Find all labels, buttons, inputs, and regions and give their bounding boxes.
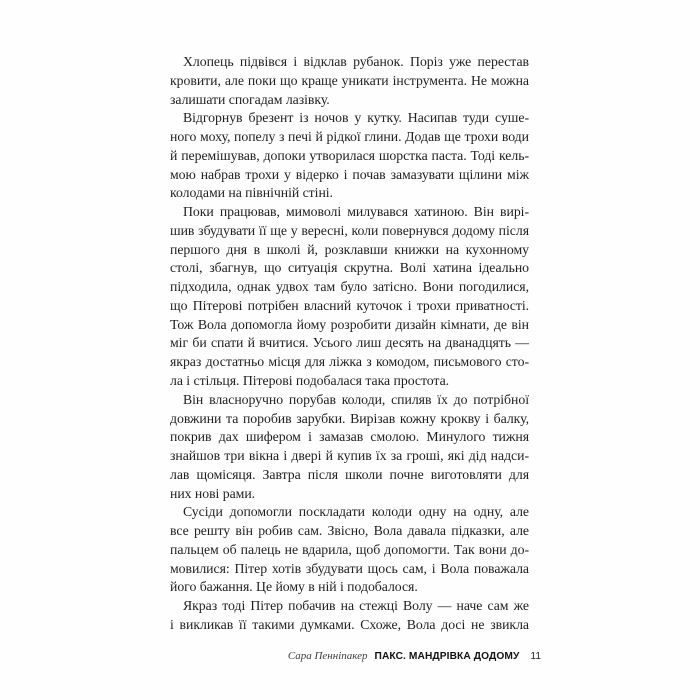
text-line: Тож Вола допомогла йому розробити дизайн кімнати, де він: [170, 316, 529, 332]
text-line: залишати спогадам лазівку.: [170, 91, 330, 107]
footer-page-number: 11: [530, 651, 541, 662]
text-line: що Пітерові потрібен власний куточок і трохи приватності.: [170, 297, 529, 313]
text-line: кровити, але поки що краще уникати інструмента. Не можна: [170, 72, 529, 88]
page-footer: [170, 650, 541, 662]
paragraph: [170, 503, 529, 597]
text-line: Відгорнув брезент із ночов у кутку. Насипав туди суше-: [183, 110, 529, 126]
paragraph: [170, 597, 529, 635]
text-line: ла і стільця. Пітерові подобалася така простота.: [170, 373, 450, 389]
paragraph: [170, 53, 529, 109]
paragraph: [170, 391, 529, 504]
text-line: Якраз тоді Пітер побачив на стежці Волу — наче сам же: [183, 598, 529, 614]
text-line: Він власноручно порубав колоди, спиляв їх до потрібної: [183, 391, 529, 407]
text-line: все решту він робив сам. Звісно, Вола давала підказки, але: [170, 523, 529, 539]
text-column: [170, 53, 529, 635]
text-line: мою набрав трохи у відерко і почав замазувати щілини між: [170, 166, 529, 182]
text-line: і викликав її такими думками. Схоже, Вола досі не звикла: [170, 616, 529, 632]
text-line: Хлопець підвівся і відклав рубанок. Поріз уже перестав: [183, 54, 529, 69]
text-line: колодами на північній стіні.: [170, 185, 333, 201]
text-line: довжини та поробив зарубки. Вирізав кожну крокву і балку,: [170, 410, 529, 426]
text-line: лав щомісяця. Завтра після школи почне виготовляти для: [170, 466, 529, 482]
text-line: столі, збагнув, що ситуація скрутна. Волі хатина ідеально: [170, 260, 529, 276]
footer-book-title: ПАКС. МАНДРІВКА ДОДОМУ: [374, 651, 520, 662]
text-line: пальцем об палець не вдарила, щоб допомогти. Так вони до-: [170, 541, 529, 557]
text-line: шив збудувати її ще у вересні, коли повернувся додому після: [170, 222, 529, 238]
paragraph: [170, 203, 529, 391]
text-line: знайшов три вікна і двері й купив їх за гроші, які дід надси-: [170, 448, 529, 464]
text-line: підходила, однак удвох там було затісно. Вони погодилися,: [170, 279, 529, 295]
text-line: них нові рами.: [170, 485, 256, 501]
text-line: покрив дах шифером і замазав смолою. Минулого тижня: [170, 429, 529, 445]
text-line: Сусіди допомогли поскладати колоди одну на одну, але: [183, 504, 529, 520]
footer-author: Сара Пенніпакер: [287, 650, 368, 662]
text-line: мовилися: Пітер хотів збудувати щось сам, і Вола поважала: [170, 560, 529, 576]
text-line: Поки працював, мимоволі милувався хатиною. Він вирі-: [183, 204, 529, 220]
paragraph: [170, 109, 529, 203]
text-line: й перемішував, допоки утворилася шорстка паста. Тоді кель-: [170, 147, 529, 163]
text-line: першого дня в школі й, розклавши книжки на кухонному: [170, 241, 529, 257]
text-line: ного моху, попелу з печі й рідкої глини. Додав ще трохи води: [170, 129, 529, 145]
text-line: його бажання. Це йому в ній і подобалося.: [170, 579, 418, 595]
text-line: міг би спати й вчитися. Усього лиш десять на дванадцять —: [170, 335, 529, 351]
text-line: якраз достатньо місця для ліжка з комодом, письмового сто-: [170, 354, 529, 370]
